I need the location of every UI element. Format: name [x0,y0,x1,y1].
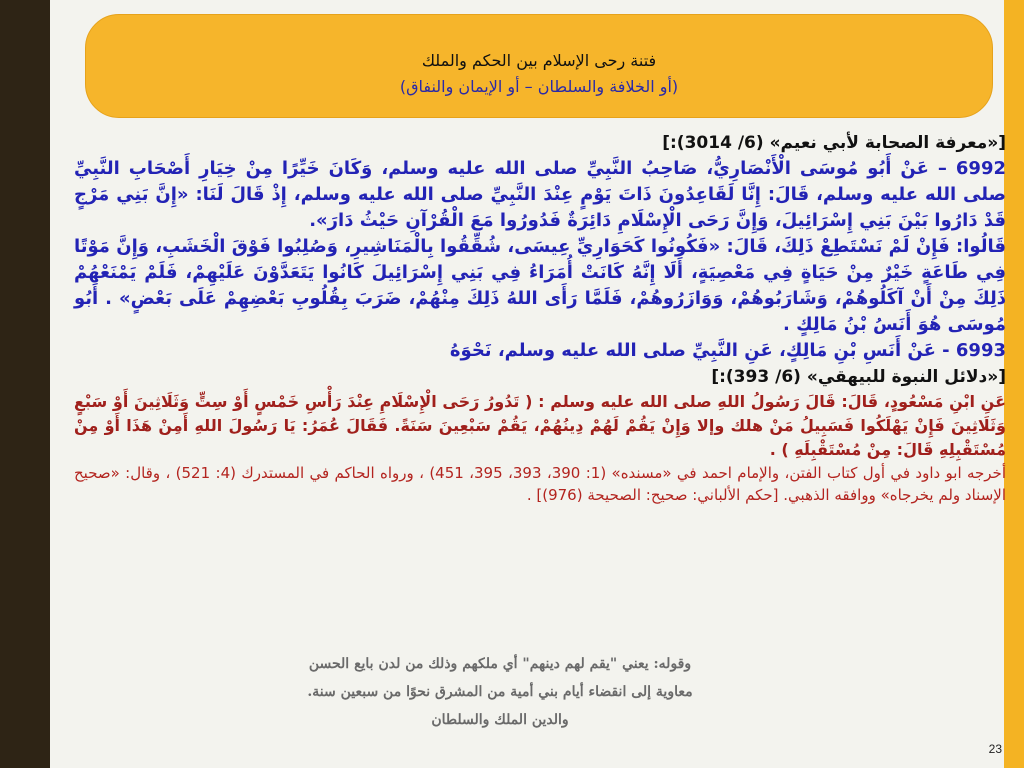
source-citation-2: [«دلائل النبوة للبيهقي» (6/ 393):] [711,367,1006,387]
hadith-6992-part1: 6992 – عَنْ أَبُو مُوسَى الْأَنْصَارِيُّ، صَاحِبُ النَّبِيِّ صلى الله عليه وسلم، وَكَانَ خَيِّرًا مِنْ خِيَارِ أَصْحَابِ النَّبِيِّ صلى الله عليه وسلم، قَالَ: إِنَّا لَقَاعِدُونَ ذَاتَ يَوْمٍ عِنْدَ النَّبِيِّ صلى الله عليه وسلم، إِذْ قَالَ لَنَا: «إِنَّ بَنِي مَرْجٍ قَدْ دَارُوا بَيْنَ بَنِي إِسْرَائِيلَ، وَإِنَّ رَحَى الْإِسْلَامِ دَائِرَةٌ فَدُورُوا مَعَ الْقُرْآنِ حَيْثُ دَارَ». [74,158,1006,231]
commentary-note [140,650,860,734]
commentary-line-1: وقوله: يعني "يقم لهم دينهم" أي ملكهم وذلك من لدن بايع الحسن [308,656,692,672]
page-number: 23 [988,742,1002,756]
commentary-line-2: معاوية إلى انقضاء أيام بني أمية من المشرق نحوًا من سبعين سنة. [307,684,693,700]
commentary-line-3: والدين الملك والسلطان [431,712,569,728]
hadith-6992-part2: قَالُوا: فَإِنْ لَمْ نَسْتَطِعْ ذَلِكَ، قَالَ: «فَكُونُوا كَحَوَارِيِّ عِيسَى، شُقِّقُوا بِالْمَنَاشِيرِ، وَصُلِبُوا فَوْقَ الْخَشَبِ، وَإِنَّ مَوْتًا فِي طَاعَةٍ خَيْرٌ مِنْ حَيَاةٍ فِي مَعْصِيَةٍ، أَلَا إِنَّهُ كَانَتْ أُمَرَاءُ فِي بَنِي إِسْرَائِيلَ كَانُوا يَتَعَدَّوْنَ عَلَيْهِمْ، فَلَمْ يَمْنَعْهُمْ ذَلِكَ مِنْ أَنْ آكَلُوهُمْ، وَشَارَبُوهُمْ، وَوَازَرُوهُمْ، فَلَمَّا رَأَى اللهُ ذَلِكَ مِنْهُمْ، ضَرَبَ بِقُلُوبِ بَعْضِهِمْ عَلَى بَعْضٍ» . أَبُو مُوسَى هُوَ أَنَسُ بْنُ مَالِكٍ . [74,236,1006,335]
takhrij-note: أخرجه ابو داود في أول كتاب الفتن، والإمام احمد في «مسنده» (1: 390، 393، 395، 451) ، ورواه الحاكم في المستدرك (4: 521) ، وقال: «صحيح الإسناد ولم يخرجاه» ووافقه الذهبي. [حكم الألباني: صحيح: الصحيحة (976)] . [74,464,1007,504]
slide-subtitle: (أو الخلافة والسلطان – أو الإيمان والنفاق) [399,77,679,96]
hadith-ibn-masud: عَنِ ابْنِ مَسْعُودٍ، قَالَ: قَالَ رَسُولُ اللهِ صلى الله عليه وسلم : ( تَدُورُ رَحَى الْإِسْلَامِ عِنْدَ رَأْسِ خَمْسٍ أَوْ سِتٍّ وَثَلَاثِينَ أَوْ سَبْعٍ وَثَلَاثِينَ فَإِنْ يَهْلَكُوا فَسَبِيلُ مَنْ هلك وإلا وَإِنْ يَقُمْ لَهُمْ دِينُهُمْ، يَقُمْ سَبْعِينَ سَنَةً. فَقَالَ عُمَرُ: يَا رَسُولَ اللهِ أَمِنْ هَذَا أَوْ مِنْ مُسْتَقْبِلِهِ قَالَ: مِنْ مُسْتَقْبِلَهِ ) . [74,392,1006,459]
title-banner [85,14,993,118]
hadith-6993: 6993 - عَنْ أَنَسِ بْنِ مَالِكٍ، عَنِ النَّبِيِّ صلى الله عليه وسلم، نَحْوَهُ [449,340,1006,361]
slide-body [74,130,1006,506]
slide-title: فتنة رحى الإسلام بين الحكم والملك [421,51,657,70]
left-decorative-strip [0,0,50,768]
right-decorative-strip [1004,0,1024,768]
source-citation-1: [«معرفة الصحابة لأبي نعيم» (6/ 3014):] [662,133,1006,153]
